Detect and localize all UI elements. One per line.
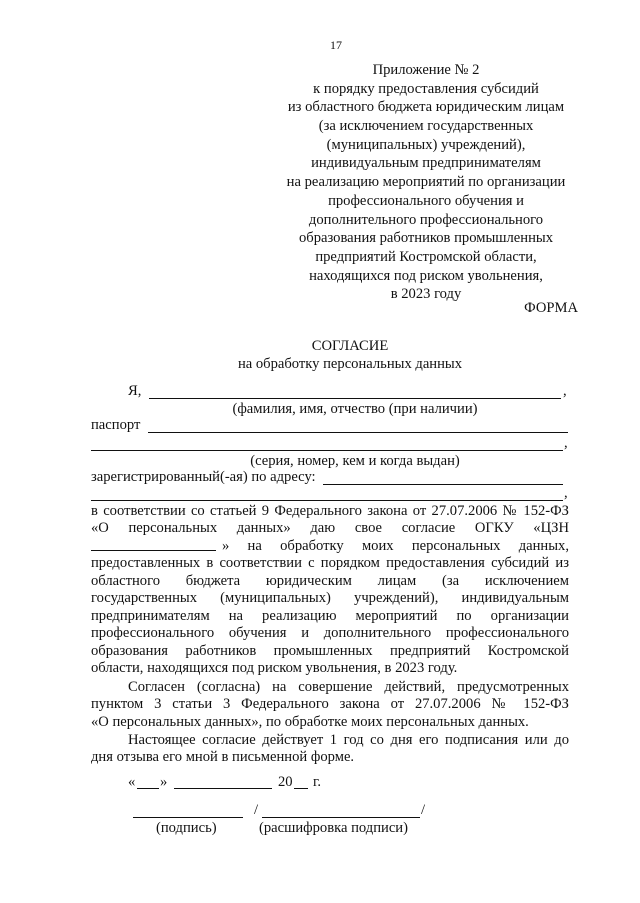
text-line: областного бюджета юридическим лицам (за исключением	[91, 572, 569, 589]
consent-paragraph	[91, 503, 569, 677]
fio-caption: (фамилия, имя, отчество (при наличии)	[232, 401, 478, 417]
date-month-field[interactable]	[174, 788, 272, 789]
signature-slash-right: /	[421, 802, 426, 818]
signature-slash-left: /	[254, 802, 259, 818]
text-line: предпринимателям на реализацию мероприятий по организации	[91, 607, 569, 624]
page-number: 17	[330, 38, 342, 52]
appendix-line: образования работников промышленных	[298, 230, 553, 247]
document-subtitle: на обработку персональных данных	[237, 356, 463, 372]
text-line: дня отзыва его мной в письменной форме.	[91, 749, 355, 766]
appendix-line: индивидуальным предпринимателям	[311, 155, 541, 172]
czn-name-field[interactable]	[91, 538, 216, 551]
text-line: Настоящее согласие действует 1 год со дня его подписания или до	[128, 732, 569, 748]
date-open-quote: «	[128, 774, 136, 790]
appendix-line: предприятий Костромской области,	[315, 248, 537, 265]
signature-decode-field[interactable]	[262, 817, 420, 818]
passport-caption: (серия, номер, кем и когда выдан)	[250, 453, 460, 469]
address-field-line2[interactable]	[91, 500, 563, 501]
text-line: пунктом 3 статьи 3 Федерального закона от 27.07.2006 № 152-ФЗ	[91, 696, 569, 713]
signature-field[interactable]	[133, 817, 243, 818]
text-line-tail: » на обработку моих персональных данных,	[222, 537, 569, 554]
signature-decode-caption: (расшифровка подписи)	[259, 820, 408, 836]
date-year-suffix: г.	[313, 774, 321, 790]
date-close-quote: »	[160, 774, 168, 790]
passport-field-line2[interactable]	[91, 450, 563, 451]
address-field[interactable]	[323, 484, 563, 485]
appendix-line: (за исключением государственных	[318, 118, 534, 135]
validity-paragraph	[91, 732, 569, 767]
registered-label: зарегистрированный(-ая) по адресу:	[91, 469, 316, 485]
fio-comma: ,	[563, 383, 567, 399]
actions-paragraph	[91, 679, 569, 731]
appendix-line: к порядку предоставления субсидий	[313, 80, 539, 97]
appendix-line: находящихся под риском увольнения,	[309, 267, 543, 284]
text-line: государственных (муниципальных) учреждений), индивидуальным	[91, 590, 569, 607]
passport-field[interactable]	[148, 432, 568, 433]
forma-label: ФОРМА	[524, 300, 578, 316]
text-line	[91, 538, 569, 555]
appendix-header	[270, 62, 582, 305]
appendix-line: на реализацию мероприятий по организации	[286, 174, 566, 191]
text-line: в соответствии со статьей 9 Федерального закона от 27.07.2006 № 152-ФЗ	[91, 503, 569, 519]
appendix-line: (муниципальных) учреждений),	[326, 136, 526, 153]
document-title: СОГЛАСИЕ	[311, 338, 389, 354]
appendix-line: из областного бюджета юридическим лицам	[287, 99, 565, 116]
text-line: образования работников промышленных предприятий Костромской	[91, 642, 569, 659]
text-line: «О персональных данных» даю свое согласие ОГКУ «ЦЗН	[91, 520, 569, 537]
fio-field[interactable]	[149, 398, 561, 399]
appendix-line: в 2023 году	[390, 286, 462, 303]
text-line: области, находящихся под риском увольнения, в 2023 году.	[91, 659, 458, 676]
date-year-field[interactable]	[294, 788, 308, 789]
appendix-line: дополнительного профессионального	[308, 211, 544, 228]
appendix-line: профессионального обучения и	[328, 192, 524, 209]
address-comma: ,	[564, 485, 568, 501]
date-day-field[interactable]	[137, 788, 159, 789]
passport-comma: ,	[564, 435, 568, 451]
text-line: профессионального обучения и дополнительного профессионального	[91, 625, 569, 642]
text-line: предоставленных в соответствии с порядком предоставления субсидий из	[91, 555, 569, 572]
text-line: «О персональных данных», по обработке моих персональных данных.	[91, 713, 529, 730]
passport-label: паспорт	[91, 417, 141, 433]
date-year-prefix: 20	[278, 774, 293, 790]
appendix-line: Приложение № 2	[372, 62, 480, 78]
ya-label: Я,	[128, 383, 142, 399]
text-line: Согласен (согласна) на совершение действий, предусмотренных	[128, 679, 569, 695]
signature-caption: (подпись)	[156, 820, 217, 836]
